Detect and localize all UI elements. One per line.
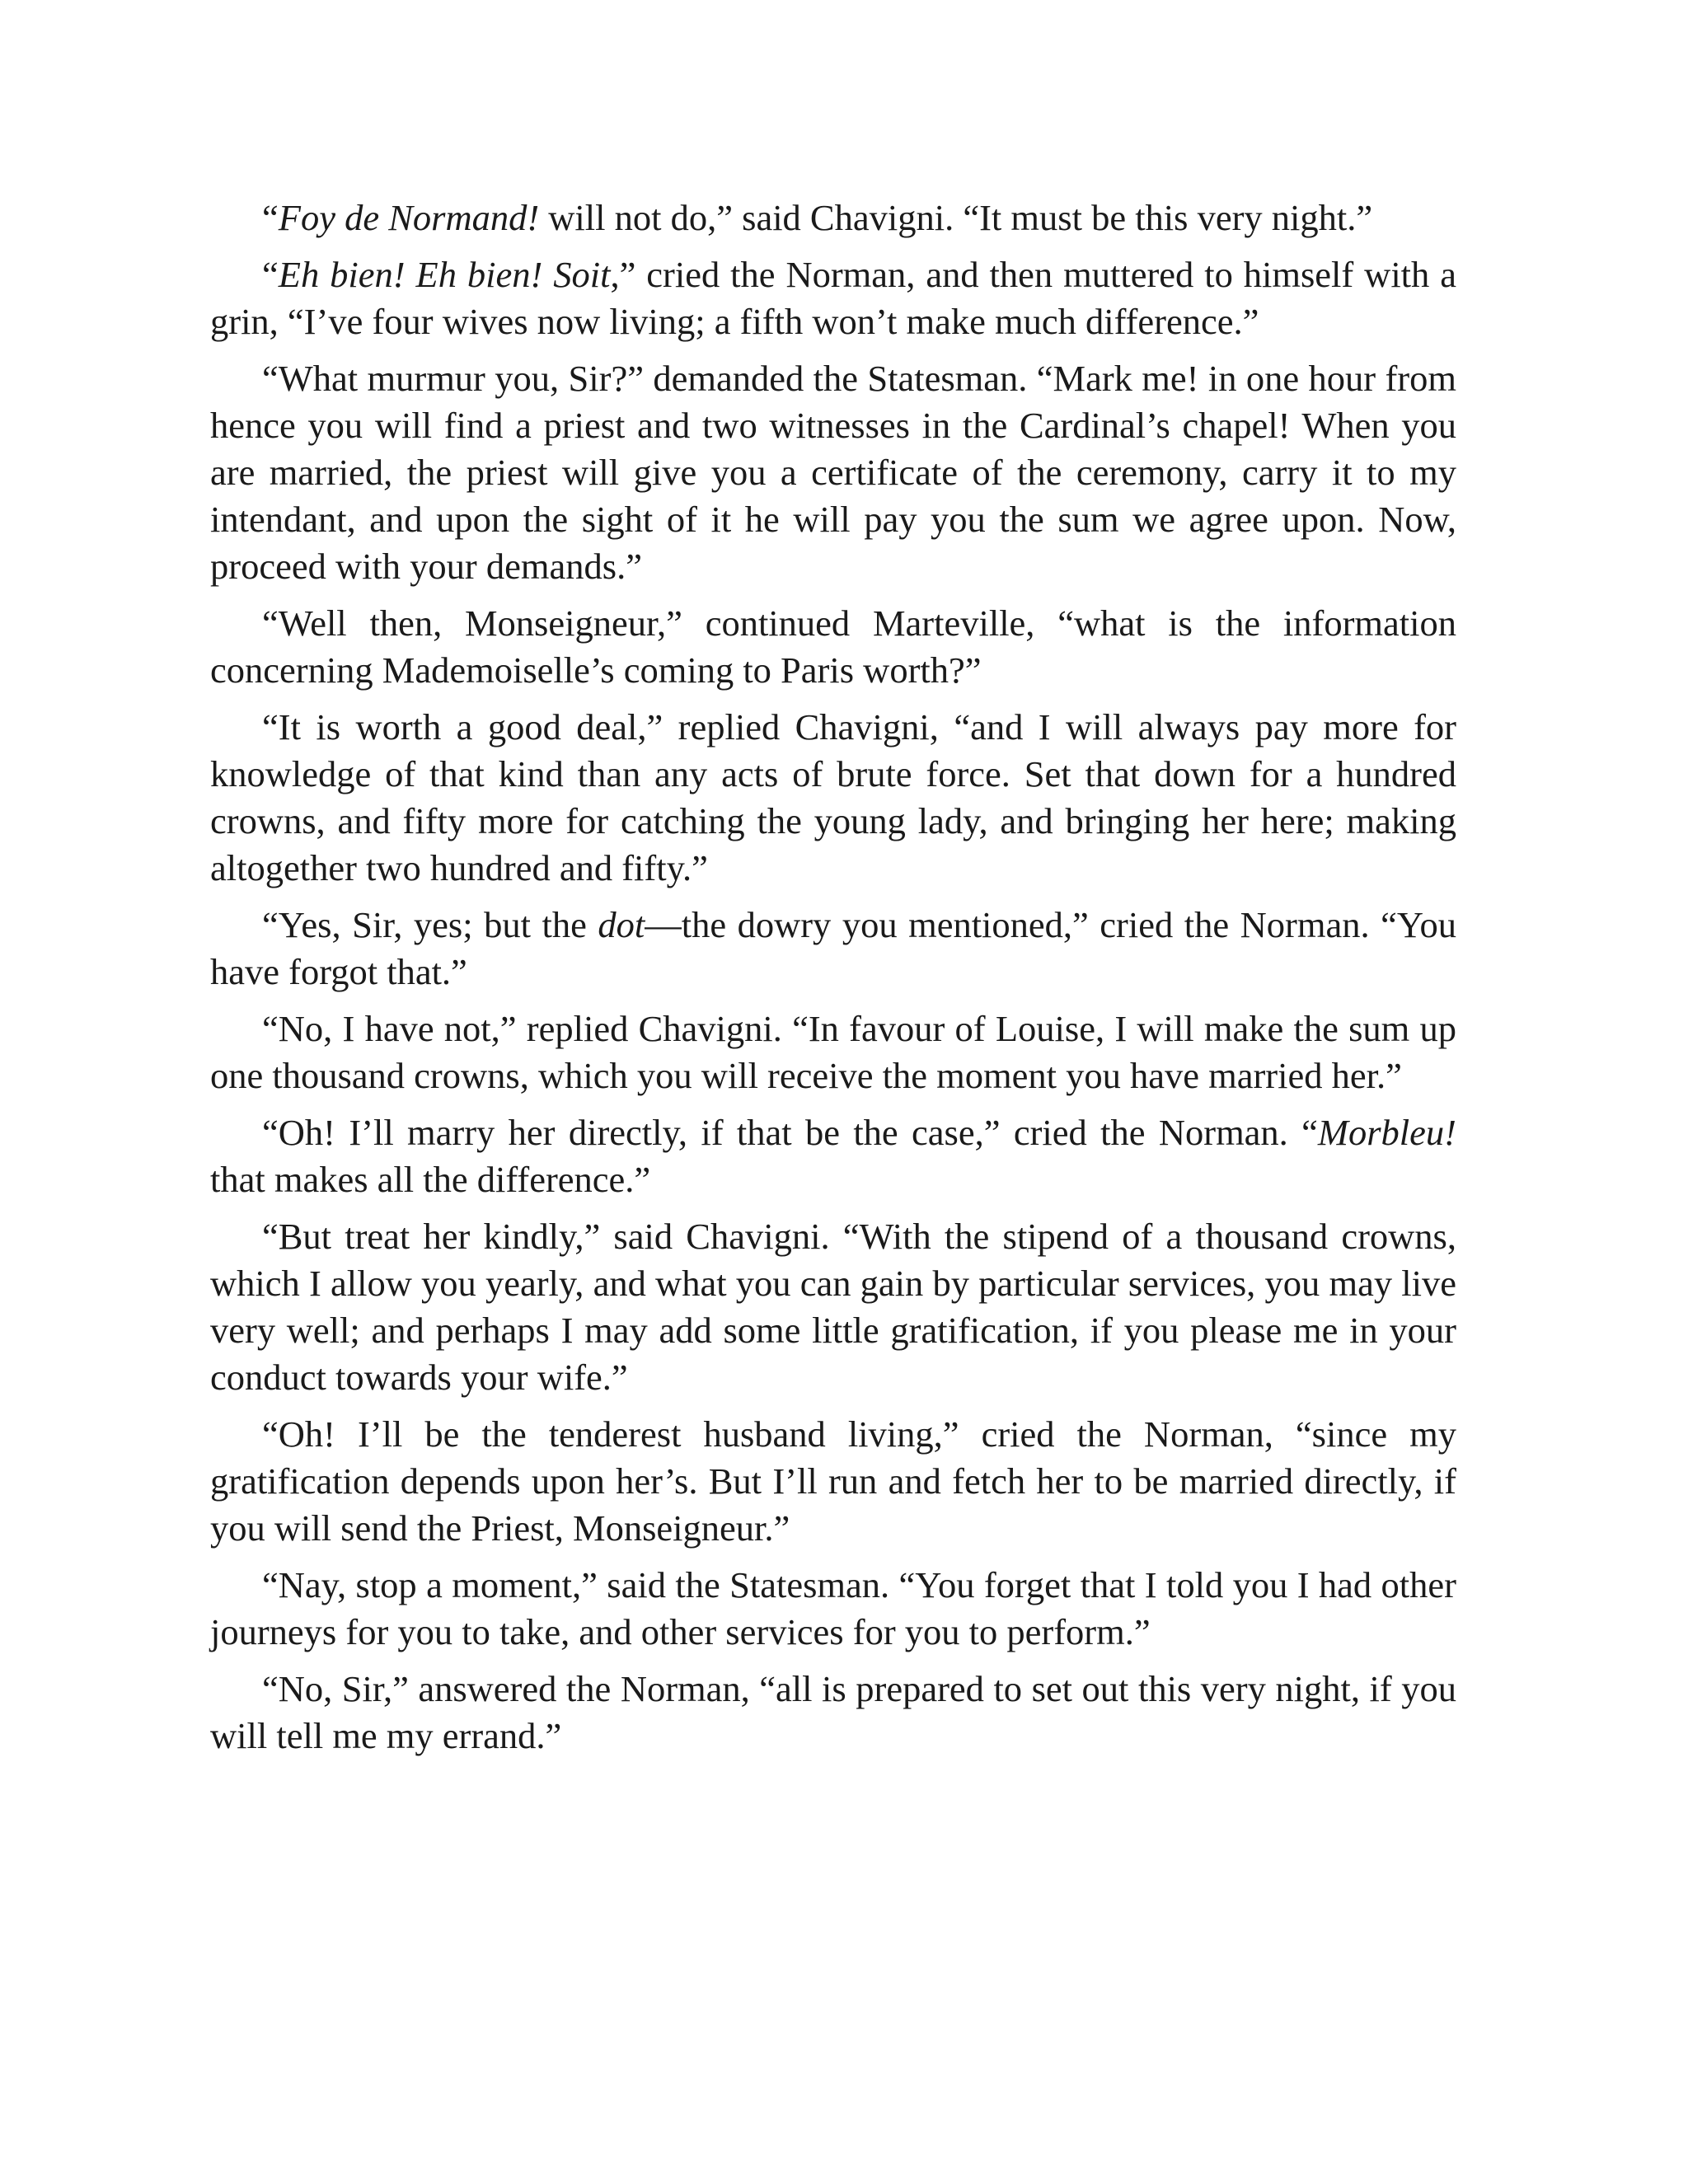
text-run: “Oh! I’ll marry her directly, if that be the case,” cried the Norman. “	[262, 1112, 1318, 1153]
paragraph	[210, 1411, 1456, 1552]
text-run: “Yes, Sir, yes; but the	[262, 904, 598, 945]
paragraph	[210, 1666, 1456, 1760]
italic-run: Morbleu!	[1317, 1112, 1456, 1153]
paragraph	[210, 1213, 1456, 1401]
paragraph	[210, 1005, 1456, 1099]
paragraph	[210, 355, 1456, 590]
paragraph	[210, 194, 1456, 241]
paragraph	[210, 902, 1456, 996]
text-run: “	[262, 254, 279, 295]
text-run: “Well then, Monseigneur,” continued Marteville, “what is the information concerning Mademoiselle’s coming to Paris worth?”	[210, 602, 1456, 691]
page-body	[210, 194, 1456, 1769]
italic-run: Foy de Normand!	[278, 197, 540, 238]
text-run: —the dowry you mentioned,” cried the Norman. “You have forgot that.”	[210, 904, 1457, 992]
text-run: “No, I have not,” replied Chavigni. “In favour of Louise, I will make the sum up one thousand crowns, which you will receive the moment you have married her.”	[210, 1008, 1456, 1096]
text-run: “No, Sir,” answered the Norman, “all is prepared to set out this very night, if you will tell me my errand.”	[210, 1668, 1456, 1756]
paragraph	[210, 1109, 1456, 1203]
paragraph	[210, 600, 1456, 694]
text-run: “Oh! I’ll be the tenderest husband living,” cried the Norman, “since my gratification depends upon her’s. But I’ll run and fetch her to be married directly, if you will send the Priest, Monseigneur.”	[210, 1413, 1456, 1549]
paragraph	[210, 251, 1456, 345]
text-run: “	[262, 197, 279, 238]
text-run: ,” cried the Norman, and then muttered to himself with a grin, “I’ve four wives now living; a fifth won’t make much difference.”	[210, 254, 1456, 342]
text-run: “But treat her kindly,” said Chavigni. “With the stipend of a thousand crowns, which I allow you yearly, and what you can gain by particular services, you may live very well; and perhaps I may add some little gratification, if you please me in your conduct towards your wife.”	[210, 1216, 1456, 1398]
text-run: “What murmur you, Sir?” demanded the Statesman. “Mark me! in one hour from hence you will find a priest and two witnesses in the Cardinal’s chapel! When you are married, the priest will give you a certificate of the ceremony, carry it to my intendant, and upon the sight of it he will pay you the sum we agree upon. Now, proceed with your demands.”	[210, 358, 1456, 587]
paragraph	[210, 1562, 1456, 1656]
paragraph	[210, 704, 1456, 892]
text-run: “Nay, stop a moment,” said the Statesman. “You forget that I told you I had other journeys for you to take, and other services for you to perform.”	[210, 1564, 1456, 1652]
italic-run: dot	[598, 904, 645, 945]
italic-run: Eh bien! Eh bien! Soit	[278, 254, 611, 295]
text-run: will not do,” said Chavigni. “It must be this very night.”	[539, 197, 1373, 238]
text-run: that makes all the difference.”	[210, 1159, 651, 1200]
text-run: “It is worth a good deal,” replied Chavigni, “and I will always pay more for knowledge of that kind than any acts of brute force. Set that down for a hundred crowns, and fifty more for catching the young lady, and bringing her here; making altogether two hundred and fifty.”	[210, 706, 1456, 888]
